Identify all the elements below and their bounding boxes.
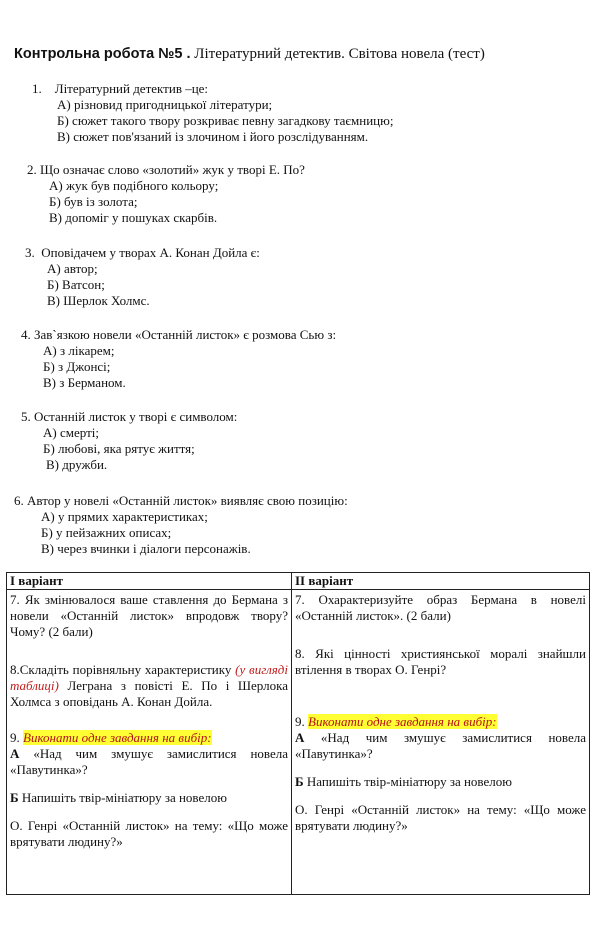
variant-1-task-9a-letter: А	[10, 746, 20, 761]
variant-2-task-9-num: 9.	[295, 714, 308, 729]
question-4-option-a: А) з лікарем;	[43, 343, 115, 358]
question-2-text: 2. Що означає слово «золотий» жук у творі Е. По?	[27, 162, 305, 177]
question-4	[21, 327, 336, 391]
variant-2-task-9b	[295, 774, 586, 790]
variant-2-cell	[292, 590, 590, 895]
question-2	[27, 162, 305, 226]
variants-table	[6, 572, 590, 895]
variant-1-task-9b-text: Напишіть твір-мініатюру за новелою	[18, 790, 227, 805]
question-4-text: 4. Зав`язкою новели «Останній листок» є розмова Сью з:	[21, 327, 337, 342]
title-bold: Контрольна робота №5 .	[14, 46, 191, 62]
question-6	[14, 493, 348, 557]
question-6-option-c: В) через вчинки і діалоги персонажів.	[41, 541, 251, 556]
question-2-option-c: В) допоміг у пошуках скарбів.	[49, 210, 218, 225]
question-6-option-a: А) у прямих характеристиках;	[41, 509, 208, 524]
title-rest: Літературний детектив. Світова новела (тест)	[190, 46, 485, 62]
variants-body-row	[7, 590, 590, 895]
variant-2-task-9-instruction: Виконати одне завдання на вибір:	[308, 714, 497, 729]
variant-2-task-9a-text: «Над чим змушує замислитися новела «Павутинка»?	[295, 730, 586, 761]
variant-1-task-9a	[10, 746, 288, 778]
variant-1-task-9b	[10, 790, 288, 806]
question-3	[25, 245, 260, 309]
question-5	[21, 409, 237, 473]
variant-2-task-9	[295, 714, 586, 730]
question-6-option-b: Б) у пейзажних описах;	[41, 525, 172, 540]
question-4-option-c: В) з Берманом.	[43, 375, 126, 390]
question-2-option-b: Б) був із золота;	[49, 194, 138, 209]
question-3-option-c: В) Шерлок Холмс.	[47, 293, 150, 308]
variant-1-header: І варіант	[7, 573, 292, 590]
variant-1-task-9b-letter: Б	[10, 790, 19, 805]
question-3-option-b: Б) Ватсон;	[47, 277, 105, 292]
question-5-option-a: А) смерті;	[43, 425, 99, 440]
variant-1-task-9-num: 9.	[10, 730, 23, 745]
variant-1-task-9-instruction: Виконати одне завдання на вибір:	[23, 730, 212, 745]
variant-1-task-8-table-note: (у вигляді таблиці)	[10, 662, 288, 693]
variant-2-task-9b-letter: Б	[295, 774, 304, 789]
page-title	[14, 45, 589, 63]
variant-1-task-8-pre: 8.Складіть порівняльну характеристику	[10, 662, 236, 677]
variant-1-task-8-post: Леграна з повісті Е. По і Шерлока Холмса з оповідань А. Конан Дойла.	[10, 678, 288, 709]
question-3-option-a: А) автор;	[47, 261, 98, 276]
question-3-text: 3. Оповідачем у творах А. Конан Дойла є:	[25, 245, 260, 260]
variant-2-task-7: 7. Охарактеризуйте образ Бермана в новелі «Останній листок». (2 бали)	[295, 592, 586, 623]
variant-2-task-9a-letter: А	[295, 730, 305, 745]
variant-1-task-9a-text: «Над чим змушує замислитися новела «Павутинка»?	[10, 746, 288, 777]
variant-2-task-8: 8. Які цінності християнської моралі знайшли втілення в творах О. Генрі?	[295, 646, 586, 677]
variant-1-task-9b-topic: О. Генрі «Останній листок» на тему: «Що може врятувати людину?»	[10, 818, 288, 849]
question-6-text: 6. Автор у новелі «Останній листок» виявляє свою позицію:	[14, 493, 348, 508]
variants-header-row	[7, 573, 590, 590]
question-5-text: 5. Останній листок у творі є символом:	[21, 409, 238, 424]
question-1-text: 1. Літературний детектив –це:	[32, 81, 209, 96]
variant-1-task-7: 7. Як змінювалося ваше ставлення до Бермана з новели «Останній листок» впродовж твору? Чому? (2 бали)	[10, 592, 288, 639]
question-1-option-a: А) різновид пригодницької літератури;	[57, 97, 273, 112]
question-1-option-b: Б) сюжет такого твору розкриває певну загадкову таємницю;	[57, 113, 394, 128]
question-4-option-b: Б) з Джонсі;	[43, 359, 111, 374]
variant-2-task-9b-text: Напишіть твір-мініатюру за новелою	[303, 774, 512, 789]
question-1	[32, 81, 393, 145]
question-1-option-c: В) сюжет пов'язаний із злочином і його розслідуванням.	[57, 129, 369, 144]
question-2-option-a: А) жук був подібного кольору;	[49, 178, 219, 193]
variant-1-task-8	[10, 662, 288, 710]
variant-2-task-9b-topic: О. Генрі «Останній листок» на тему: «Що може врятувати людину?»	[295, 802, 586, 833]
variant-2-header: ІІ варіант	[292, 573, 590, 590]
question-5-option-b: Б) любові, яка рятує життя;	[43, 441, 195, 456]
variant-1-task-9	[10, 730, 288, 746]
variant-1-cell	[7, 590, 292, 895]
question-5-option-c: В) дружби.	[46, 457, 108, 472]
variant-2-task-9a	[295, 730, 586, 762]
